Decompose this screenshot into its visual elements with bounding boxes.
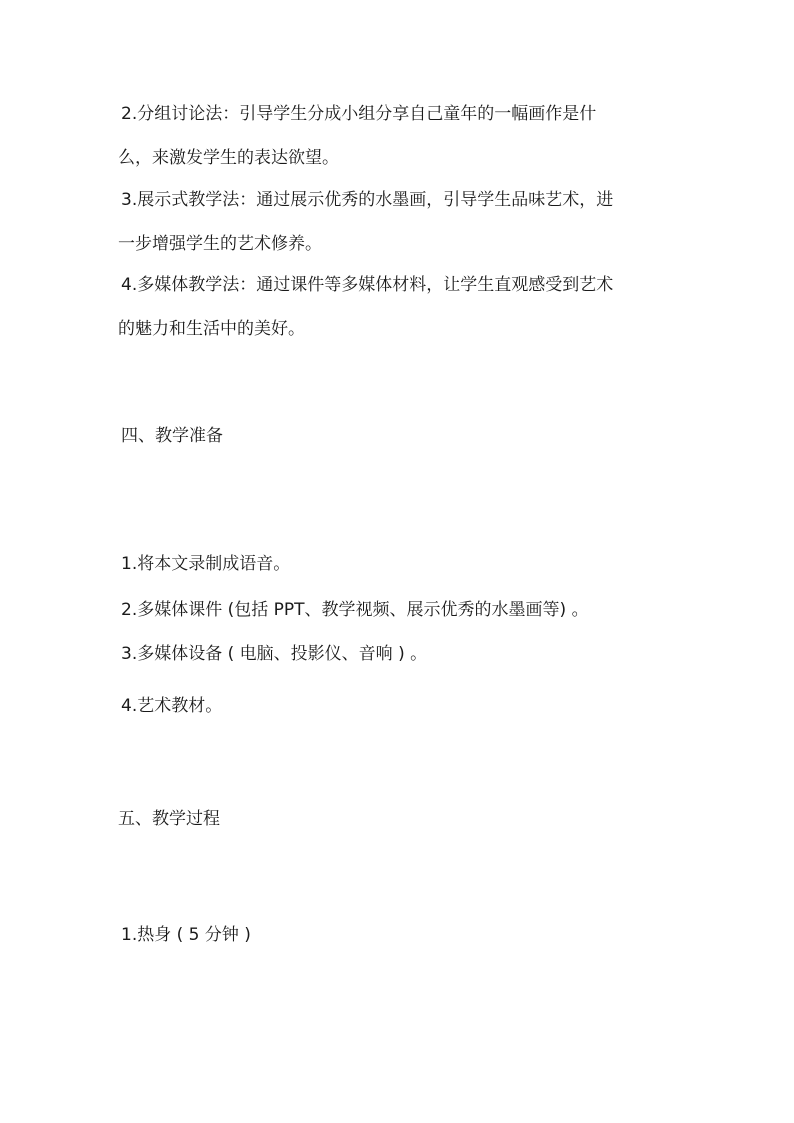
method-4-line-1: 4.多媒体教学法：通过课件等多媒体材料，让学生直观感受到艺术	[121, 275, 614, 295]
section-4-heading: 四、教学准备	[121, 426, 223, 446]
method-3-line-2: 一步增强学生的艺术修养。	[118, 234, 322, 254]
prep-item-4: 4.艺术教材。	[121, 696, 223, 716]
method-2-line-2: 么，来激发学生的表达欲望。	[118, 148, 339, 168]
method-4-line-2: 的魅力和生活中的美好。	[118, 319, 305, 339]
prep-item-2: 2.多媒体课件 (包括 PPT、教学视频、展示优秀的水墨画等) 。	[121, 600, 589, 620]
prep-item-3: 3.多媒体设备 ( 电脑、投影仪、音响 ) 。	[121, 644, 428, 664]
method-2-line-1: 2.分组讨论法：引导学生分成小组分享自己童年的一幅画作是什	[121, 104, 597, 124]
process-item-1: 1.热身 ( 5 分钟 )	[121, 925, 251, 945]
method-3-line-1: 3.展示式教学法：通过展示优秀的水墨画，引导学生品味艺术，进	[121, 190, 614, 210]
section-5-heading: 五、教学过程	[118, 809, 220, 829]
prep-item-1: 1.将本文录制成语音。	[121, 554, 291, 574]
